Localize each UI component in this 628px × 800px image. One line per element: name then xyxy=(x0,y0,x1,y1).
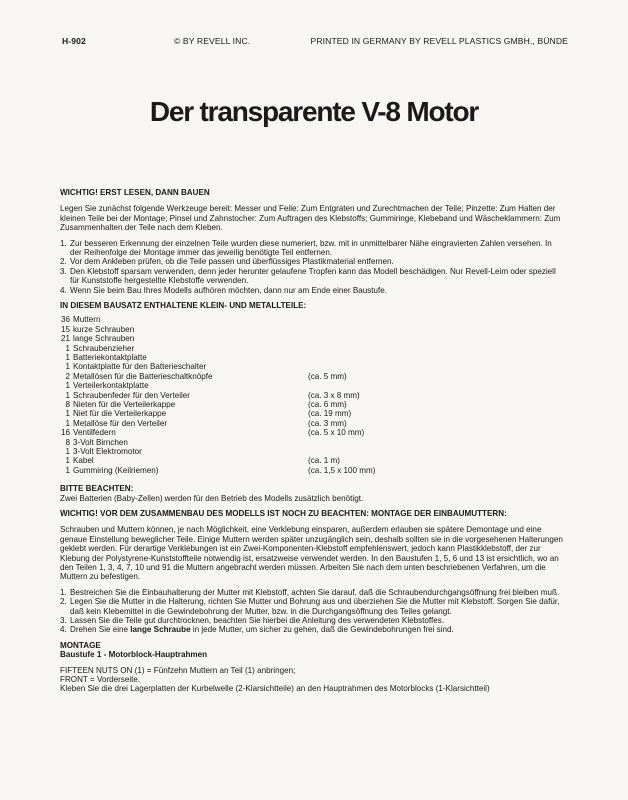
intro-text: Legen Sie zunächst folgende Werkzeuge bereit: Messer und Feile: Zum Entgraten und Zurechtmachen der Teile; Pinzette: Zum Halten der kleinen Teile bei der Montage; Pinsel und Zahnstocher: Zum Auftragen des Klebstoffs; Gummiringe, Klebeband und Wäscheklammern: Zum Zusammenhalten der Teile nach dem Kleben. xyxy=(60,204,561,233)
note-heading: BITTE BEACHTEN: xyxy=(60,484,134,494)
part-quantity: 8 xyxy=(65,399,70,409)
part-quantity: 1 xyxy=(65,465,70,475)
part-name: Ventilfedern xyxy=(73,428,116,438)
stage-title: Baustufe 1 - Motorblock-Hauptrahmen xyxy=(60,650,208,660)
parts-heading: IN DIESEM BAUSATZ ENTHALTENE KLEIN- UND METALLTEILE: xyxy=(60,301,307,311)
part-quantity: 15 xyxy=(60,324,70,334)
montage-line: FIFTEEN NUTS ON (1) = Fünfzehn Muttern an Teil (1) anbringen; xyxy=(60,665,296,675)
intro-step: 1. Zur besseren Erkennung der einzelnen Teile wurden diese numeriert, bzw. mit in unmittelbarer Nähe eingravierten Zahlen versehen. In der Reihenfolge der Montage immer das jeweilig benötigte Teil entfernen. xyxy=(60,238,552,258)
parts-list-item xyxy=(60,447,565,456)
part-size: (ca. 1,5 x 100 mm) xyxy=(308,465,376,475)
intro-step: 3. Den Klebstoff sparsam verwenden, denn jeder herunter gelaufene Tropfen kann das Modell beschädigen. Nur Revell-Leim oder speziell für Kunststoffe hergestellte Klebstoffe verwenden. xyxy=(60,266,556,286)
nuts-step: 1. Bestreichen Sie die Einbauhalterung der Mutter mit Klebstoff, achten Sie darauf, daß die Schraubendurchgangsöffnung frei bleiben muß. xyxy=(60,587,560,597)
part-quantity: 2 xyxy=(65,371,70,381)
part-name: Verteilerkontaktplatte xyxy=(73,381,149,391)
copyright-note: © BY REVELL INC. xyxy=(174,36,251,46)
montage-line: Kleben Sie die drei Lagerplatten der Kurbelwelle (2-Klarsichtteile) an den Hauptrahmen des Motorblocks (1-Klarsichtteil) xyxy=(60,684,490,694)
part-name: Kabel xyxy=(73,456,94,466)
nuts-heading: WICHTIG! VOR DEM ZUSAMMENBAU DES MODELLS IST NOCH ZU BEACHTEN: MONTAGE DER EINBAUMUTTERN: xyxy=(60,508,507,518)
part-size: (ca. 19 mm) xyxy=(308,409,352,419)
parts-list-item xyxy=(60,344,565,353)
instruction-content xyxy=(60,188,565,694)
part-quantity: 1 xyxy=(65,456,70,466)
part-name: lange Schrauben xyxy=(73,334,135,344)
page-title: Der transparente V-8 Motor xyxy=(149,96,479,127)
parts-list-item xyxy=(60,466,565,475)
parts-list-item xyxy=(60,400,565,409)
montage-line: FRONT = Vorderseite. xyxy=(60,675,141,685)
part-name: Batteriekontaktplatte xyxy=(73,353,147,363)
intro-steps xyxy=(60,239,565,295)
parts-list-item xyxy=(60,391,565,400)
part-quantity: 1 xyxy=(65,381,70,391)
part-quantity: 1 xyxy=(65,353,70,363)
nuts-step: 2. Legen Sie die Mutter in die Halterung, richten Sie Mutter und Bohrung aus und überziehen Sie die Mutter mit Klebstoff. Sorgen Sie dafür, daß kein Klebemittel in die Gewindebohrung der Mutter, bzw. in die Durchgangsöffnung des Teiles gelangt. xyxy=(60,597,560,616)
part-quantity: 21 xyxy=(60,334,70,344)
part-quantity: 1 xyxy=(65,390,70,400)
printer-note: PRINTED IN GERMANY BY REVELL PLASTICS GMBH., BÜNDE xyxy=(310,36,568,46)
part-name: Kontaktplatte für den Batterieschalter xyxy=(73,362,207,372)
part-name: Nieten für die Verteilerkappe xyxy=(73,399,176,409)
part-name: Schraubenfeder für den Verteiler xyxy=(73,390,190,400)
parts-list-item xyxy=(60,362,565,371)
part-size: (ca. 6 mm) xyxy=(308,399,347,409)
part-size: (ca. 3 x 8 mm) xyxy=(308,390,360,400)
parts-list-item xyxy=(60,456,565,465)
part-name: Niet für die Verteilerkappe xyxy=(73,409,167,419)
part-size: (ca. 3 mm) xyxy=(308,418,347,428)
parts-list-item xyxy=(60,353,565,362)
part-quantity: 16 xyxy=(60,428,70,438)
kit-code: H-902 xyxy=(62,36,86,46)
intro-step: 2. Vor dem Ankleben prüfen, ob die Teile passen und überflüssiges Plastikmaterial entfernen. xyxy=(60,257,394,267)
part-name: 3-Volt Elektromotor xyxy=(73,446,142,456)
parts-list-item xyxy=(60,372,565,381)
part-name: Muttern xyxy=(73,315,101,325)
part-quantity: 36 xyxy=(60,315,70,325)
parts-list-item xyxy=(60,315,565,324)
parts-list-item xyxy=(60,334,565,343)
parts-list-item xyxy=(60,428,565,437)
part-quantity: 1 xyxy=(65,362,70,372)
nuts-step: 3. Lassen Sie die Teile gut durchtrocknen, beachten Sie hierbei die Anleitung des verwendeten Klebstoffes. xyxy=(60,615,445,625)
part-quantity: 1 xyxy=(65,446,70,456)
part-name: Metallöse für den Verteiler xyxy=(73,418,168,428)
part-quantity: 1 xyxy=(65,409,70,419)
part-name: 3-Volt Birnchen xyxy=(73,437,128,447)
parts-list xyxy=(60,315,565,475)
part-quantity: 1 xyxy=(65,418,70,428)
nuts-step: 4. Drehen Sie eine lange Schraube in jede Mutter, um sicher zu gehen, daß die Gewindebohrungen frei sind. xyxy=(60,625,454,635)
part-size: (ca. 1 m) xyxy=(308,456,340,466)
part-quantity: 8 xyxy=(65,437,70,447)
nuts-steps xyxy=(60,588,565,635)
part-size: (ca. 5 mm) xyxy=(308,371,347,381)
parts-list-item xyxy=(60,438,565,447)
part-name: Metallösen für die Batterieschaltknöpfe xyxy=(73,371,213,381)
nuts-text: Schrauben und Muttern können, je nach Möglichkeit, eine Verklebung einsparen, außerdem erlauben sie spätere Demontage und eine genaue Einstellung beweglicher Teile. Einige Muttern werden später unzugänglich sein, deshalb sollten sie in die vorgesehenen Halterungen geklebt werden. Für derartige Verklebungen ist ein Zwei-Komponenten-Klebstoff empfehlenswert, jedoch kann Plastikklebstoff, der zur Klebung der Polystyrene-Kunststoffteile notwendig ist, ersatzweise verwendet werden. In den Baustufen 1, 5, 6 und 13 ist ersichtlich, wo an den Teilen 1, 3, 4, 7, 10 und 91 die Muttern angebracht werden müssen. Arbeiten Sie nach dem unten beschriebenen Verfahren, um die Muttern zu befestigen. xyxy=(60,525,563,582)
note-text: Zwei Batterien (Baby-Zellen) werden für den Betrieb des Modells zusätzlich benötigt. xyxy=(60,493,364,503)
parts-list-item xyxy=(60,325,565,334)
part-quantity: 1 xyxy=(65,343,70,353)
parts-list-item xyxy=(60,419,565,428)
parts-list-item xyxy=(60,381,565,390)
parts-list-item xyxy=(60,409,565,418)
part-name: kurze Schrauben xyxy=(73,324,135,334)
page-header xyxy=(62,36,568,50)
montage-heading: MONTAGE xyxy=(60,640,101,650)
part-name: Gummiring (Keilriemen) xyxy=(73,465,159,475)
intro-step: 4. Wenn Sie beim Bau Ihres Modells aufhören möchten, dann nur am Ende einer Baustufe. xyxy=(60,285,388,295)
part-name: Schraubenzieher xyxy=(73,343,135,353)
part-size: (ca. 5 x 10 mm) xyxy=(308,428,365,438)
intro-heading: WICHTIG! ERST LESEN, DANN BAUEN xyxy=(60,188,210,197)
